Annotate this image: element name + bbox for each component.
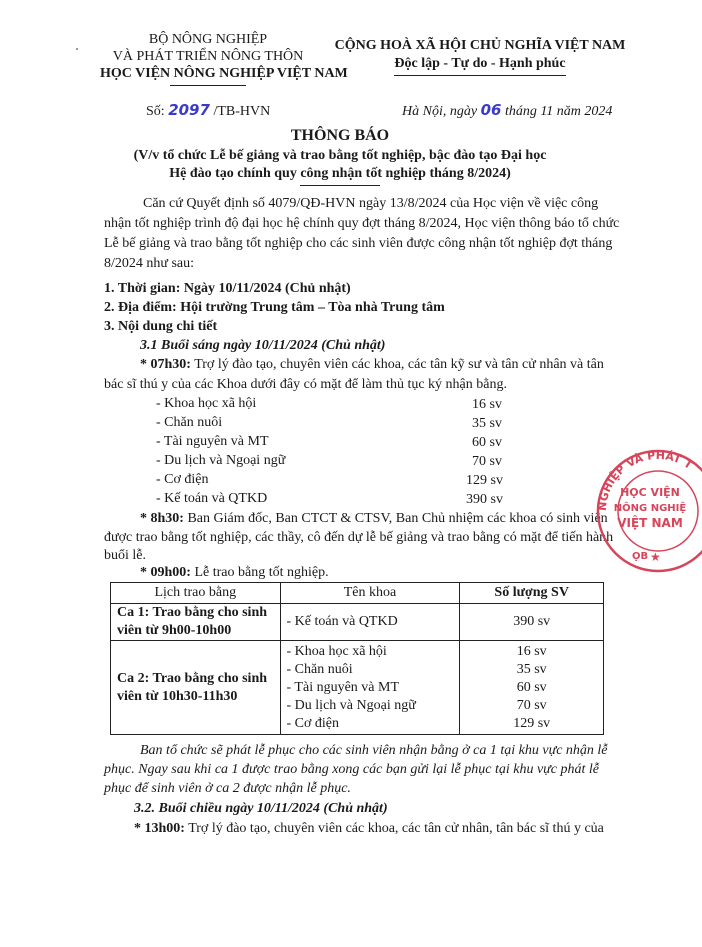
intro-line3: Lễ bế giảng và trao bằng tốt nghiệp cho các sinh viên được công nhận tốt nghiệp đợt tháng [104,236,613,251]
ministry-line2: VÀ PHÁT TRIỂN NÔNG THÔN [112,49,304,64]
header-left-underline [170,85,246,86]
faculty-name: - Chăn nuôi [156,415,223,430]
item-0900-text: Lễ trao bằng tốt nghiệp. [194,565,329,580]
ca1-count: 390 sv [460,604,604,641]
ca2-faculties [280,641,460,735]
table-row [111,604,604,641]
ca2-counts [460,641,604,735]
stamp-bottom-text: ỌB [632,551,649,562]
ministry-line1: BỘ NÔNG NGHIỆP [148,32,268,47]
doc-number-prefix: Số: [146,104,165,119]
academy-seal-stamp [592,443,702,573]
note-line2: phục. Ngay sau khi ca 1 được trao bằng xong các bạn gửi lại lễ phục tại khu vực phát lễ [104,762,600,777]
item-0830-time: * 8h30: [140,511,184,526]
stamp-center-line2: NÔNG NGHIỆ [613,503,687,514]
intro-line4: 8/2024 như sau: [104,256,195,271]
note-line1: Ban tổ chức sẽ phát lễ phục cho các sinh viên nhận bằng ở ca 1 tại khu vực nhận lễ [140,743,608,758]
table-row [111,641,604,735]
faculty-count: 35 sv [472,416,502,431]
table-header-faculty: Tên khoa [280,583,460,604]
afternoon-heading: 3.2. Buổi chiều ngày 10/11/2024 (Chủ nhật) [134,801,388,816]
title-underline [300,185,380,186]
note-line3: phục để sinh viên ở ca 2 được nhận lễ phục. [104,781,351,796]
item-0830-line3: buổi lễ. [104,548,146,563]
date-line [402,101,612,120]
item-0730-time: * 07h30: [140,357,191,372]
faculty-count: 70 sv [472,454,502,469]
morning-heading: 3.1 Buổi sáng ngày 10/11/2024 (Chủ nhật) [140,338,386,353]
ca2-faculty: - Tài nguyên và MT [286,679,400,695]
doc-number [146,101,270,120]
item-0830-text: Ban Giám đốc, Ban CTCT & CTSV, Ban Chủ nhiệm các khoa có sinh viên [187,511,608,526]
faculty-count: 390 sv [466,492,503,507]
date-suffix: tháng 11 năm 2024 [504,104,613,119]
item-0730-text: Trợ lý đào tạo, chuyên viên các khoa, các tân kỹ sư và tân cử nhân và tân [194,357,604,372]
faculty-name: - Cơ điện [156,472,209,487]
item-1300 [134,821,604,837]
section-details: 3. Nội dung chi tiết [104,319,218,334]
academy-name: HỌC VIỆN NÔNG NGHIỆP VIỆT NAM [100,66,348,81]
ca1-label: Ca 1: Trao bằng cho sinh viên từ 9h00-10h00 [111,604,281,641]
item-0730-line2: bác sĩ thú y của các Khoa dưới đây có mặt để làm thủ tục ký nhận bằng. [104,377,507,392]
faculty-count: 129 sv [466,473,503,488]
stamp-star-icon: ★ [650,550,661,564]
doc-subtitle-line2: Hệ đào tạo chính quy công nhận tốt nghiệp tháng 8/2024) [169,166,511,181]
doc-subtitle-line1: (V/v tổ chức Lễ bế giảng và trao bằng tốt nghiệp, bậc đào tạo Đại học [133,148,547,163]
item-0830-line2: được trao bằng tốt nghiệp, các thầy, cô đến dự lễ bế giảng và trao bằng có mặt để tiến hành [104,530,614,545]
table-header-row [111,583,604,604]
ca2-faculty: - Khoa học xã hội [286,643,387,659]
faculty-name: - Kế toán và QTKD [156,491,268,506]
table-header-schedule: Lịch trao bằng [111,583,281,604]
date-day-handwritten: 06 [480,101,502,119]
doc-number-suffix: /TB-HVN [213,104,271,119]
faculty-count: 16 sv [472,397,502,412]
ca2-count: 60 sv [516,679,547,695]
intro-line1: Căn cứ Quyết định số 4079/QĐ-HVN ngày 13/8/2024 của Học viện về việc công [143,196,599,211]
intro-line2: nhận tốt nghiệp trình độ đại học hệ chính quy đợt tháng 8/2024, Học viện thông báo tổ chức [104,216,620,231]
stamp-ring-text: NGHIỆP VÀ PHÁT T [595,448,695,512]
graduation-schedule-table [110,582,604,735]
ca2-faculty: - Du lịch và Ngoại ngữ [286,697,416,713]
faculty-count: 60 sv [472,435,502,450]
date-prefix: Hà Nội, ngày [402,104,478,119]
ca2-count: 16 sv [516,643,547,659]
item-0900 [140,565,329,581]
item-0900-time: * 09h00: [140,565,191,580]
item-0730-line1 [140,357,604,373]
doc-number-handwritten: 2097 [168,101,210,119]
faculty-name: - Du lịch và Ngoại ngữ [156,453,286,468]
faculty-name: - Tài nguyên và MT [156,434,269,449]
item-1300-time: * 13h00: [134,821,185,836]
faculty-name: - Khoa học xã hội [156,396,257,411]
ca2-faculty: - Cơ điện [286,715,340,731]
ca2-count: 35 sv [516,661,547,677]
national-title: CỘNG HOÀ XÃ HỘI CHỦ NGHĨA VIỆT NAM [334,38,626,53]
section-time: 1. Thời gian: Ngày 10/11/2024 (Chủ nhật) [104,281,351,296]
ca2-count: 129 sv [513,715,551,731]
item-1300-text: Trợ lý đào tạo, chuyên viên các khoa, các tân cử nhân, tân bác sĩ thú y của [188,821,604,836]
table-header-count: Số lượng SV [460,583,604,604]
header-right-underline [394,75,566,76]
ca2-count: 70 sv [516,697,547,713]
ca2-faculty: - Chăn nuôi [286,661,353,677]
ca1-faculty: - Kế toán và QTKD [280,604,460,641]
doc-title: THÔNG BÁO [290,127,390,144]
ca2-label: Ca 2: Trao bằng cho sinh viên từ 10h30-11h30 [111,641,281,735]
section-location: 2. Địa điểm: Hội trường Trung tâm – Tòa nhà Trung tâm [104,300,445,315]
item-0830-line1 [140,511,608,527]
stamp-center-line3: VIỆT NAM [617,516,683,530]
national-motto: Độc lập - Tự do - Hạnh phúc [394,56,566,71]
scan-speck [76,48,78,50]
stamp-center-line1: HỌC VIỆN [620,486,680,499]
